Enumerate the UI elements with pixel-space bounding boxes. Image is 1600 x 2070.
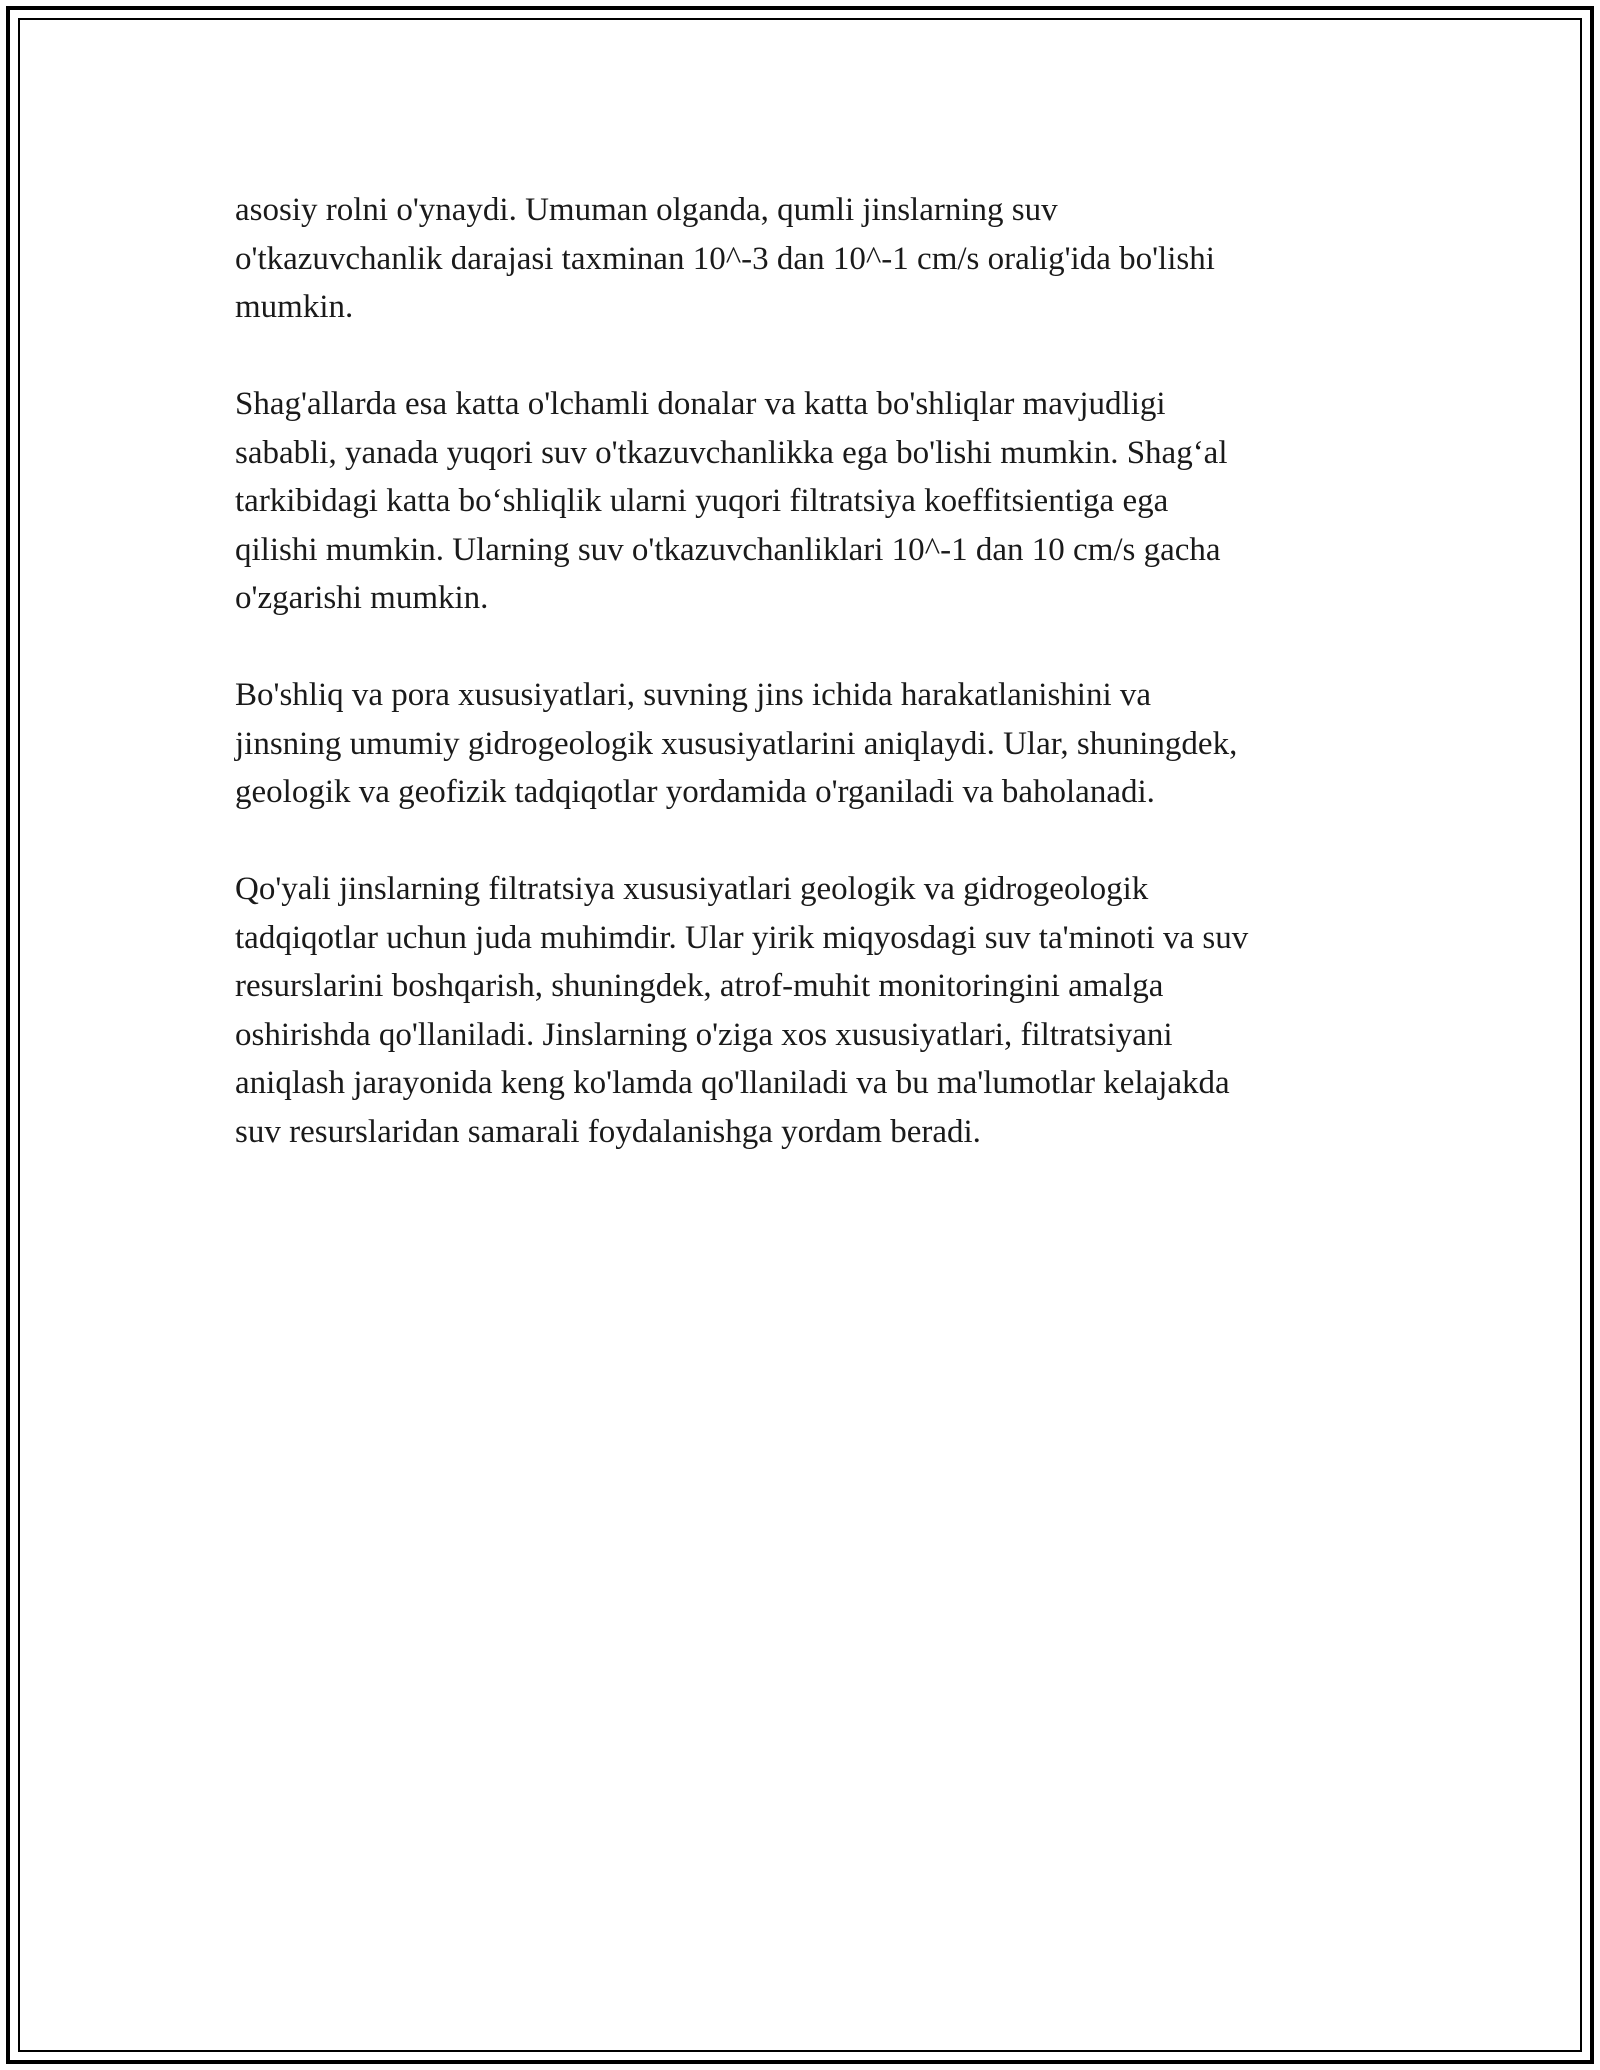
text-line: o'tkazuvchanlik darajasi taxminan 10^-3 dan 10^-1 cm/s oralig'ida bo'lishi xyxy=(235,240,1215,277)
paragraph-gravel-permeability xyxy=(235,380,1395,623)
text-line: qilishi mumkin. Ularning suv o'tkazuvchanliklari 10^-1 dan 10 cm/s gacha xyxy=(235,531,1221,568)
text-line: Bo'shliq va pora xususiyatlari, suvning jins ichida harakatlanishini va xyxy=(235,677,1152,713)
text-line: jinsning umumiy gidrogeologik xususiyatlarini aniqlaydi. Ular, shuningdek, xyxy=(235,725,1238,762)
text-line: resurslarini boshqarish, shuningdek, atrof-muhit monitoringini amalga xyxy=(235,968,1164,1004)
text-line: o'zgarishi mumkin. xyxy=(235,580,489,616)
document-body xyxy=(235,186,1395,1205)
paragraph-filtration-importance xyxy=(235,865,1395,1156)
text-line: oshirishda qo'llaniladi. Jinslarning o'ziga xos xususiyatlari, filtratsiyani xyxy=(235,1016,1173,1053)
text-line: Qo'yali jinslarning filtratsiya xususiyatlari geologik va gidrogeologik xyxy=(235,871,1149,907)
text-line: Shag'allarda esa katta o'lchamli donalar va katta bo'shliqlar mavjudligi xyxy=(235,386,1166,422)
text-line: tarkibidagi katta bo‘shliqlik ularni yuqori filtratsiya koeffitsientiga ega xyxy=(235,483,1169,519)
text-line: suv resurslaridan samarali foydalanishga yordam beradi. xyxy=(235,1113,981,1150)
text-line: mumkin. xyxy=(235,289,354,325)
paragraph-sand-permeability xyxy=(235,186,1395,332)
paragraph-pore-properties xyxy=(235,671,1395,817)
text-line: aniqlash jarayonida keng ko'lamda qo'llaniladi va bu ma'lumotlar kelajakda xyxy=(235,1065,1230,1101)
text-line: geologik va geofizik tadqiqotlar yordamida o'rganiladi va baholanadi. xyxy=(235,774,1155,810)
text-line: asosiy rolni o'ynaydi. Umuman olganda, qumli jinslarning suv xyxy=(235,192,1058,228)
text-line: tadqiqotlar uchun juda muhimdir. Ular yirik miqyosdagi suv ta'minoti va suv xyxy=(235,919,1249,956)
text-line: sababli, yanada yuqori suv o'tkazuvchanlikka ega bo'lishi mumkin. Shag‘al xyxy=(235,434,1228,471)
